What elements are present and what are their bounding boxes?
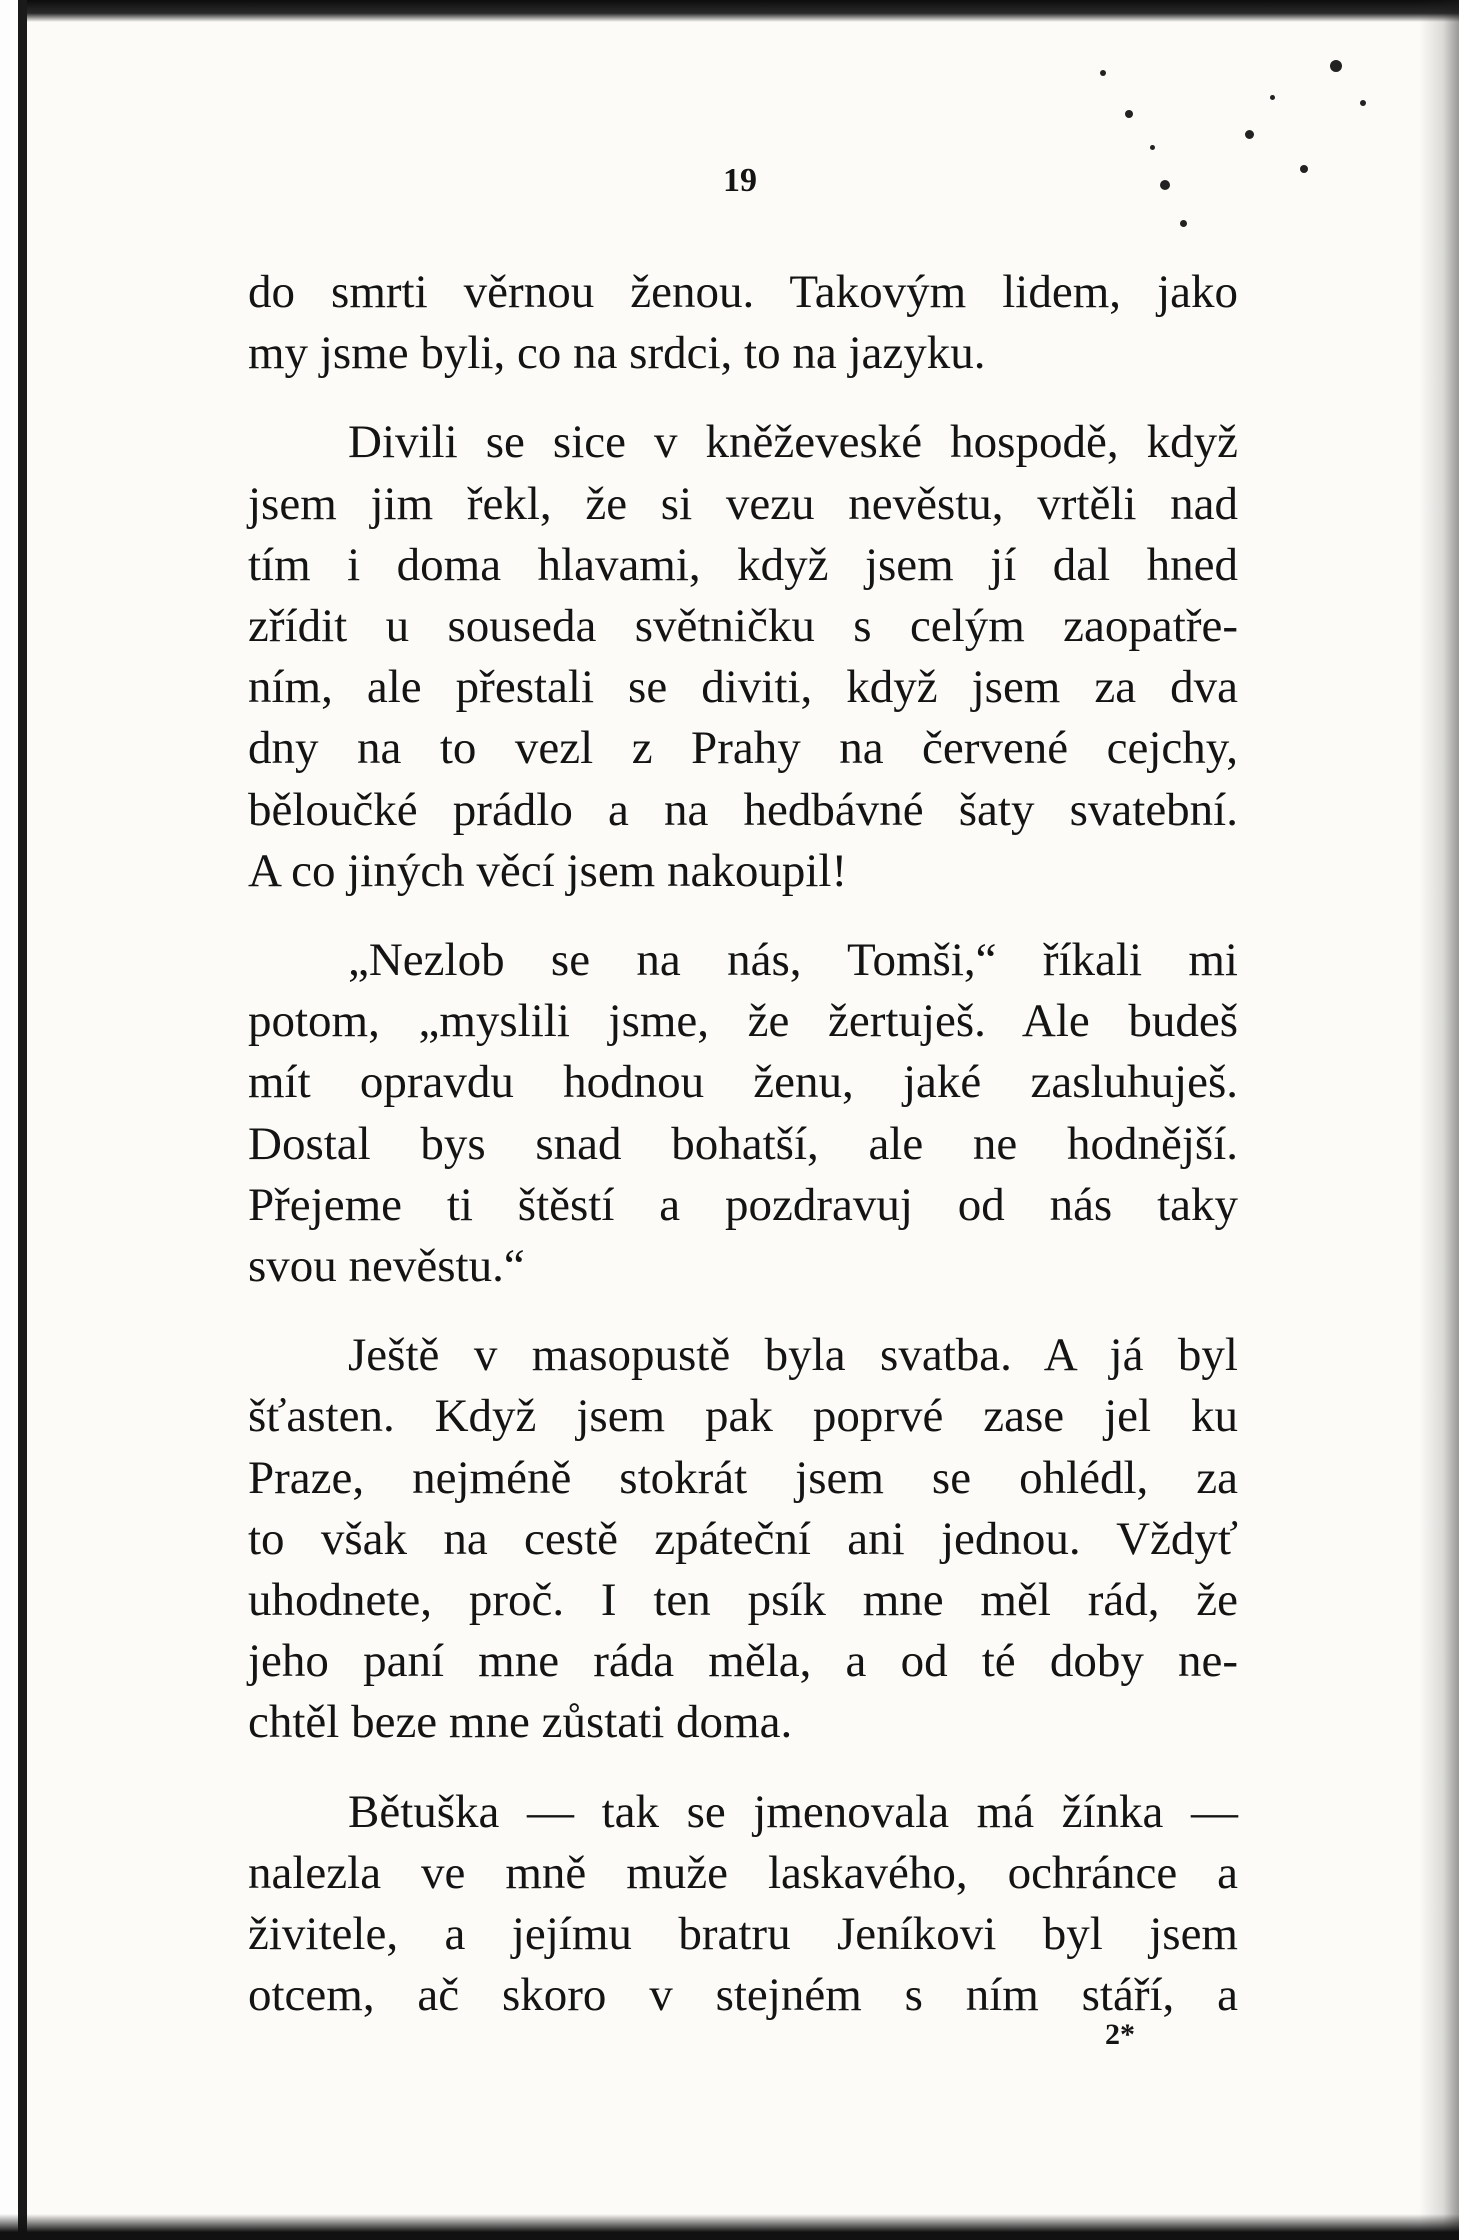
text-line: svou nevěstu.“ — [248, 1240, 525, 1293]
body-text — [248, 262, 1238, 2026]
scan-binding-edge — [0, 0, 60, 2240]
speck — [1300, 165, 1308, 173]
text-line: Ještě v masopustě byla svatba. A já byl — [348, 1329, 1238, 1382]
speck — [1180, 220, 1187, 227]
speck — [1160, 180, 1170, 190]
text-line: bělоučké prádlo a na hedbávné šaty svatební. — [248, 783, 1238, 836]
text-line: Přejeme ti štěstí a pozdravuj od nás taky — [248, 1178, 1238, 1231]
text-line: tím i doma hlavami, když jsem jí dal hned — [248, 538, 1238, 591]
speck — [1100, 70, 1106, 76]
text-line: do smrti věrnou ženou. Takovým lidem, jako — [248, 266, 1238, 318]
text-line: ním, ale přestali se diviti, když jsem za dva — [248, 661, 1238, 714]
text-line: mít opravdu hodnou ženu, jaké zasluhuješ. — [248, 1056, 1238, 1109]
speck — [1330, 60, 1342, 72]
text-line: chtěl beze mne zůstati doma. — [248, 1696, 793, 1749]
page-number: 19 — [723, 162, 757, 199]
text-line: nalezla ve mně muže laskavého, ochránce a — [248, 1846, 1238, 1899]
text-line: to však na cestě zpáteční ani jednou. Vždyť — [248, 1512, 1238, 1565]
scan-top-edge — [0, 0, 1459, 22]
text-line: Praze, nejméně stokrát jsem se ohlédl, za — [248, 1451, 1238, 1504]
text-line: živitele, a jejímu bratru Jeníkovi byl jsem — [248, 1908, 1238, 1961]
speck — [1360, 100, 1366, 106]
text-line: „Nezlob se na nás, Tomši,“ říkali mi — [348, 934, 1238, 987]
text-line: zřídit u souseda světničku s celým zaopatře- — [248, 600, 1238, 653]
text-line: A co jiných věcí jsem nakoupil! — [248, 844, 848, 897]
text-line: Dostal bys snad bohatší, ale ne hodnější. — [248, 1117, 1238, 1170]
text-line: uhodnete, proč. I ten psík mne měl rád, že — [248, 1574, 1238, 1627]
speck — [1150, 145, 1155, 150]
text-line: Divili se sice v kněževeské hospodě, když — [348, 416, 1238, 469]
text-line: Bětuška — tak se jmenovala má žínka — — [348, 1785, 1238, 1838]
text-line: potom, „myslili jsme, že žertuješ. Ale budeš — [248, 995, 1238, 1048]
paragraph — [248, 412, 1238, 902]
text-line: dny na to vezl z Prahy na červené cejchy, — [248, 722, 1238, 775]
text-line: otcem, ač skoro v stejném s ním stáří, a — [248, 1969, 1238, 2022]
text-line: jsem jim řekl, že si vezu nevěstu, vrtěli nad — [248, 477, 1238, 530]
paragraph — [248, 1782, 1238, 2027]
speck — [1125, 110, 1133, 118]
speck — [1245, 130, 1254, 139]
scan-right-shadow — [1419, 0, 1459, 2240]
text-line: jeho paní mne ráda měla, a od té doby ne- — [248, 1635, 1238, 1688]
paragraph — [248, 262, 1238, 384]
scan-bottom-edge — [0, 2214, 1459, 2240]
speck — [1270, 95, 1275, 100]
text-line: my jsme byli, co na srdci, to na jazyku. — [248, 327, 986, 380]
text-line: šťasten. Když jsem pak poprvé zase jel ku — [248, 1390, 1238, 1443]
paragraph — [248, 930, 1238, 1297]
signature-mark: 2* — [1105, 2018, 1135, 2051]
paragraph — [248, 1325, 1238, 1753]
